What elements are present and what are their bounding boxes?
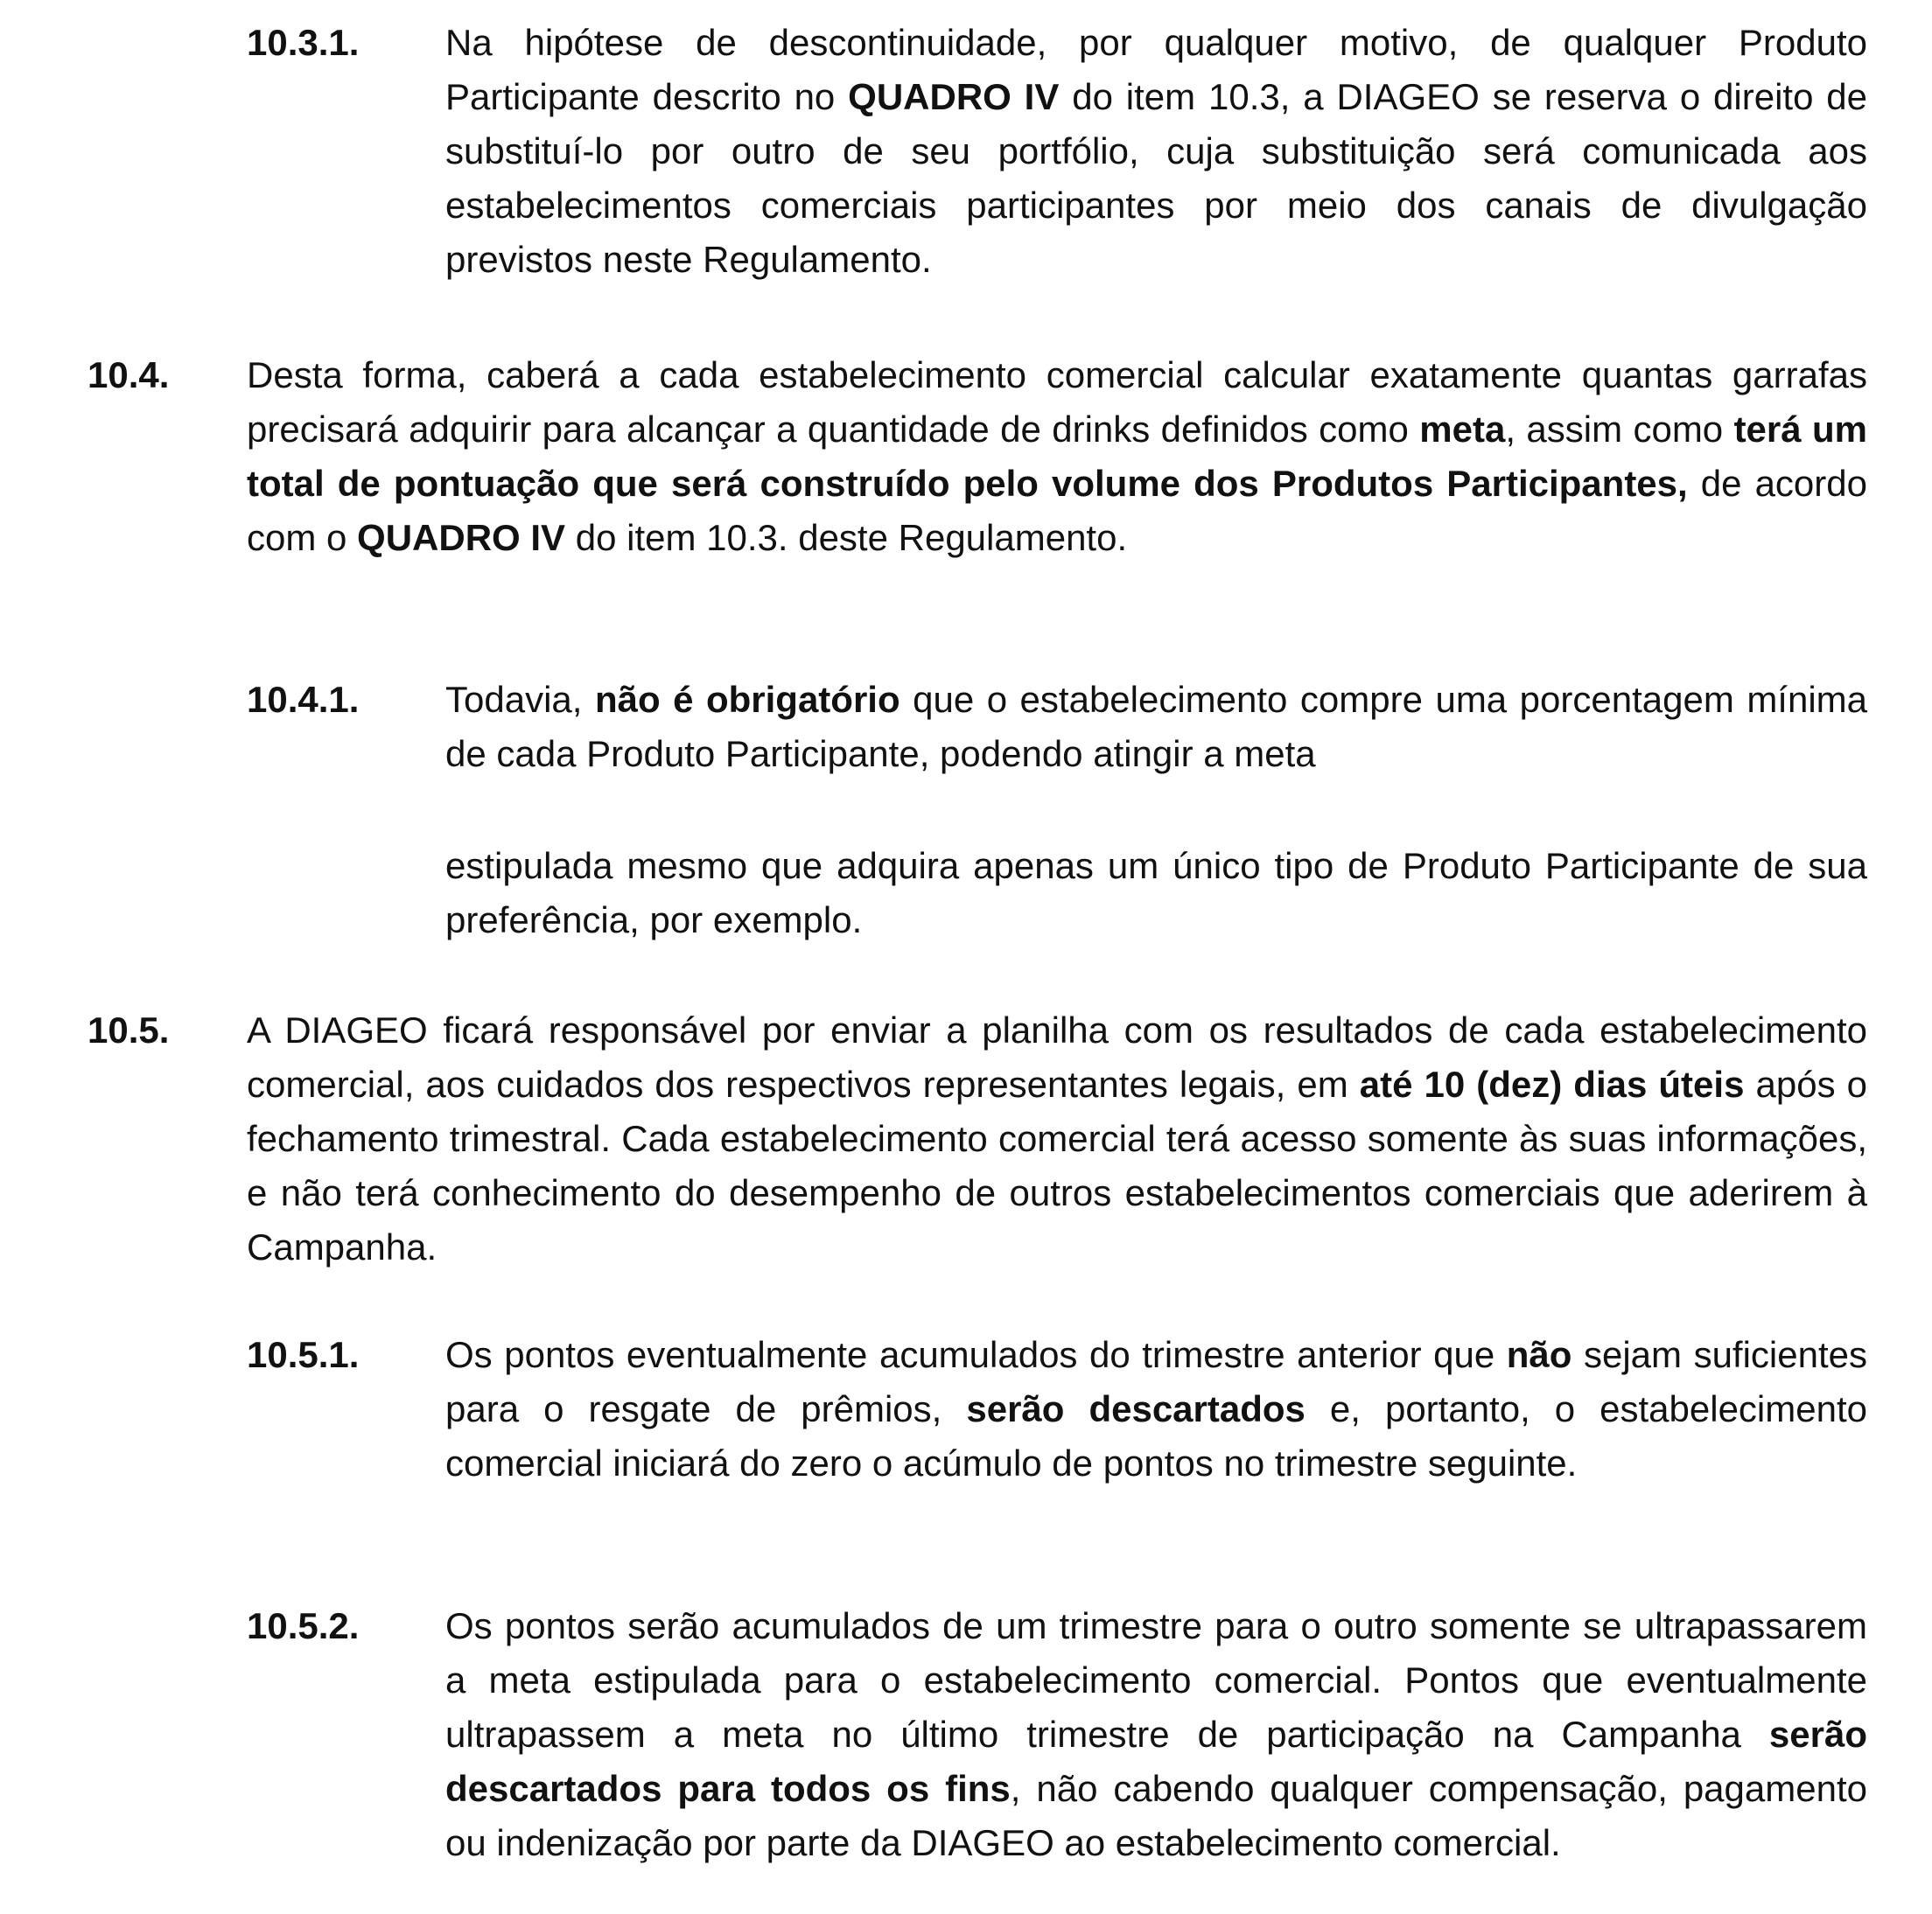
text-run: Desta forma, caberá a cada estabelecimento comercial calcular exatamente quantas garrafas precisará adquirir para alcançar a quantidade de drinks definidos como [247,354,1867,450]
text-run: Os pontos eventualmente acumulados do trimestre anterior que [445,1334,1507,1375]
clause-number: 10.4.1. [247,679,360,720]
clause-number: 10.5.1. [247,1334,360,1375]
clause-body [445,673,1867,947]
paragraph [445,673,1867,781]
bold-text: meta [1419,409,1506,450]
text-run: , assim como [1505,409,1734,450]
clause-number: 10.5. [88,1009,170,1051]
clause-number: 10.4. [88,354,170,395]
text-run: do item 10.3, a DIAGEO se reserva o direito de substituí-lo por outro de seu portfólio, cuja substituição será comunicada aos estabelecimentos comerciais participantes por meio dos canais de divulgação previstos neste Regulamento. [445,76,1868,280]
bold-text: terá um total de pontuação que será construído pelo volume dos Produtos Participantes, [247,409,1867,504]
bold-text: até 10 (dez) dias úteis [1359,1064,1745,1105]
text-run: sejam suficientes para o resgate de prêmios, [445,1334,1867,1429]
text-run: que o estabelecimento compre uma porcentagem mínima de cada Produto Participante, podendo atingir a meta [445,679,1868,774]
bold-text: não é obrigatório [594,679,900,720]
text-run: estipulada mesmo que adquira apenas um único tipo de Produto Participante de sua preferência, por exemplo. [445,845,1867,940]
paragraph [247,348,1867,565]
clause-body [445,1599,1867,1870]
paragraph [445,16,1867,287]
clause-number: 10.5.2. [247,1605,360,1646]
text-run: Todavia, [445,679,595,720]
bold-text: QUADRO IV [848,76,1060,117]
paragraph [445,1328,1867,1491]
clause-body [247,1003,1867,1275]
clause-body [445,1328,1867,1491]
paragraph [445,839,1867,947]
text-run: após o fechamento trimestral. Cada estabelecimento comercial terá acesso somente às suas informações, e não terá conhecimento do desempenho de outros estabelecimentos comerciais que aderirem à Campanha. [247,1064,1867,1268]
bold-text: serão descartados para todos os fins [445,1714,1867,1809]
text-run: Os pontos serão acumulados de um trimestre para o outro somente se ultrapassarem a meta estipulada para o estabelecimento comercial. Pontos que eventualmente ultrapassem a meta no último trimestre de participação na Campanha [445,1605,1867,1755]
clause-body [445,16,1867,287]
clause-body [247,348,1867,565]
text-run: A DIAGEO ficará responsável por enviar a planilha com os resultados de cada estabelecimento comercial, aos cuidados dos respectivos representantes legais, em [247,1009,1867,1105]
paragraph [445,1599,1867,1870]
text-run: Na hipótese de descontinuidade, por qualquer motivo, de qualquer Produto Participante descrito no [445,22,1867,117]
bold-text: QUADRO IV [357,517,566,558]
clause-number: 10.3.1. [247,22,360,63]
bold-text: não [1506,1334,1572,1375]
bold-text: serão descartados [966,1388,1306,1429]
text-run: , não cabendo qualquer compensação, pagamento ou indenização por parte da DIAGEO ao estabelecimento comercial. [445,1768,1867,1863]
text-run: do item 10.3. deste Regulamento. [565,517,1128,558]
paragraph [247,1003,1867,1275]
text-run: de acordo com o [247,463,1867,558]
text-run: e, portanto, o estabelecimento comercial iniciará do zero o acúmulo de pontos no trimestre seguinte. [445,1388,1867,1484]
